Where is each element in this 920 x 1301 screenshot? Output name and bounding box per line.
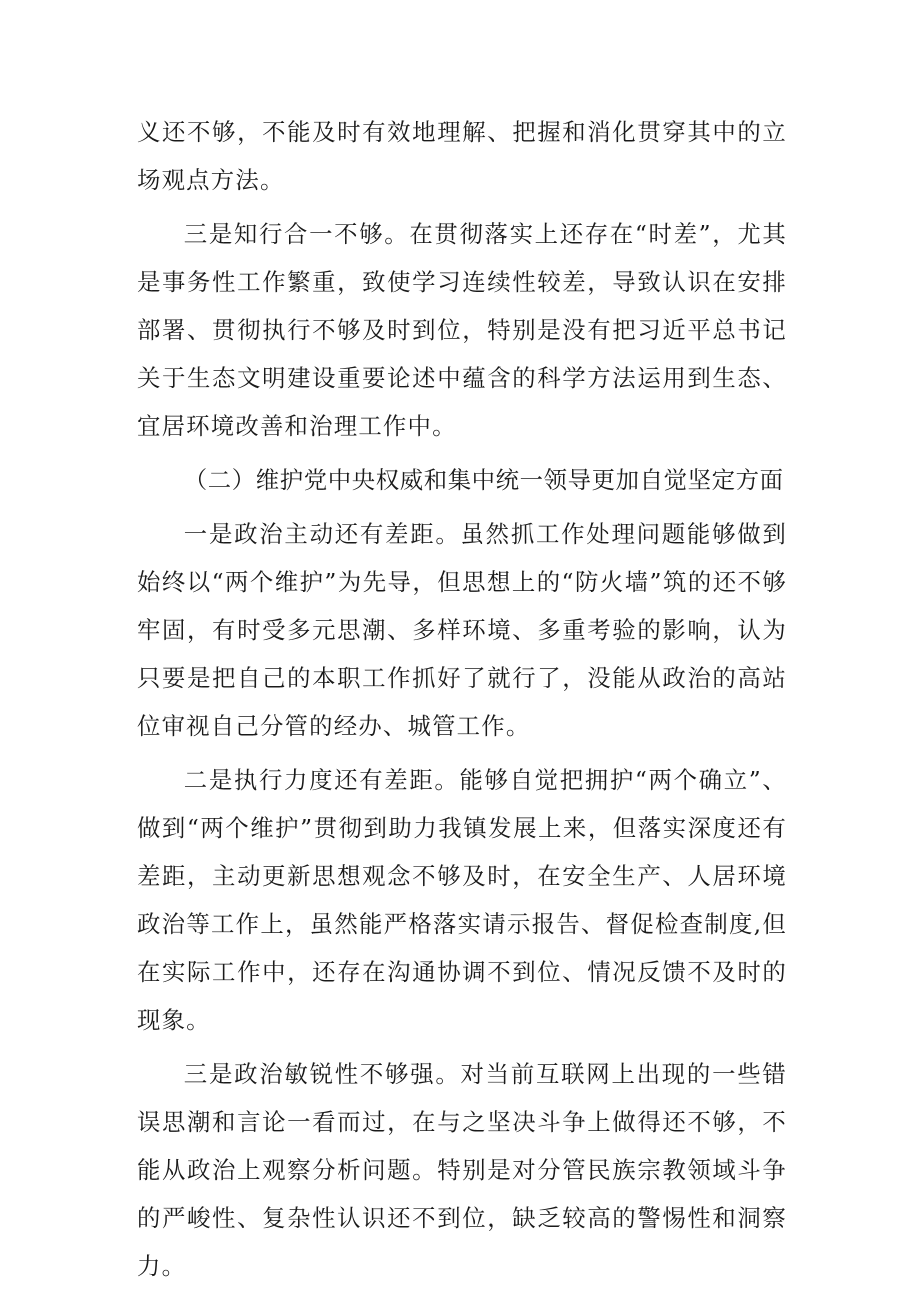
paragraph-knowledge-action: 三是知行合一不够。在贯彻落实上还存在“时差”，尤其是事务性工作繁重，致使学习连续性较差，导致认识在安排部署、贯彻执行不够及时到位，特别是没有把习近平总书记关于生态文明建设重要论述中蕴含的科学方法运用到生态、宜居环境改善和治理工作中。 (137, 220, 787, 440)
paragraph-political-sensitivity: 三是政治敏锐性不够强。对当前互联网上出现的一些错误思潮和言论一看而过，在与之坚决斗争上做得还不够，不能从政治上观察分析问题。特别是对分管民族宗教领域斗争的严峻性、复杂性认识还不到位，缺乏较高的警惕性和洞察力。 (137, 1060, 787, 1280)
paragraph-continuation: 义还不够，不能及时有效地理解、把握和消化贯穿其中的立场观点方法。 (137, 118, 787, 194)
paragraph-execution: 二是执行力度还有差距。能够自觉把拥护“两个确立”、做到“两个维护”贯彻到助力我镇发展上来，但落实深度还有差距，主动更新思想观念不够及时，在安全生产、人居环境政治等工作上，虽然能严格落实请示报告、督促检查制度,但在实际工作中，还存在沟通协调不到位、情况反馈不及时的现象。 (137, 766, 787, 1034)
section-heading: （二）维护党中央权威和集中统一领导更加自觉坚定方面 (183, 466, 784, 494)
paragraph-political-initiative: 一是政治主动还有差距。虽然抓工作处理问题能够做到始终以“两个维护”为先导，但思想上的“防火墙”筑的还不够牢固，有时受多元思潮、多样环境、多重考验的影响，认为只要是把自己的本职工作抓好了就行了，没能从政治的高站位审视自己分管的经办、城管工作。 (137, 520, 787, 740)
document-body (137, 108, 787, 1296)
